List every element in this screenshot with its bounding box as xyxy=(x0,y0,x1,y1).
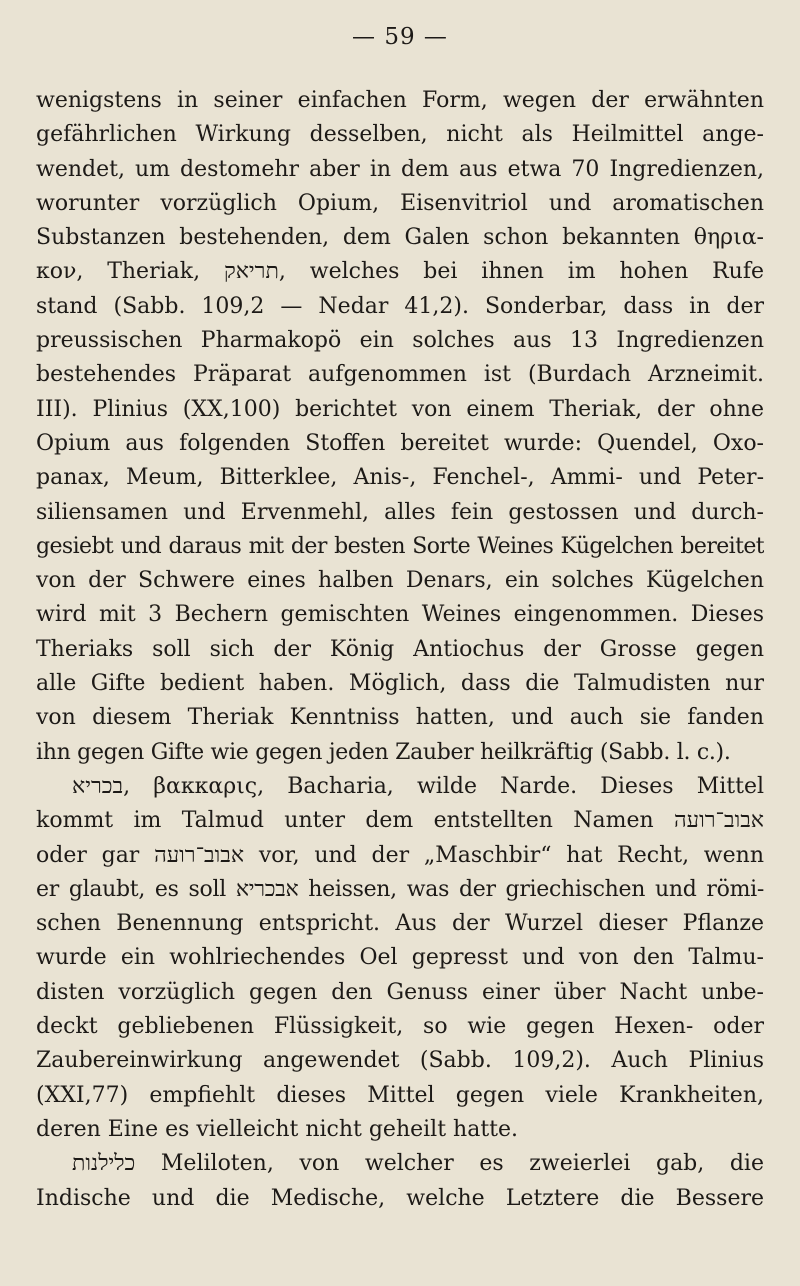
text-line: gesiebt und daraus mit der besten Sorte Weines Kügelchen bereitet xyxy=(36,533,764,559)
text-line: wendet, um destomehr aber in dem aus etwa 70 Ingredienzen, xyxy=(36,156,764,182)
text-line: von der Schwere eines halben Denars, ein solches Kügelchen xyxy=(36,568,764,594)
text-line: wurde ein wohlriechendes Oel gepresst und von den Talmu- xyxy=(36,945,764,971)
text-line: wird mit 3 Bechern gemischten Weines eingenommen. Dieses xyxy=(36,602,764,628)
text-line: כלילנות Meliloten, von welcher es zweierlei gab, die xyxy=(72,1151,764,1177)
text-line: Zaubereinwirkung angewendet (Sabb. 109,2). Auch Plinius xyxy=(36,1048,764,1074)
body-text xyxy=(36,84,764,1216)
text-line: deren Eine es vielleicht nicht geheilt hatte. xyxy=(36,1116,519,1142)
text-line: stand (Sabb. 109,2 — Nedar 41,2). Sonderbar, dass in der xyxy=(36,293,764,319)
text-line: Indische und die Medische, welche Letztere die Bessere xyxy=(36,1185,764,1211)
text-line: panax, Meum, Bitterklee, Anis-, Fenchel-, Ammi- und Peter- xyxy=(36,465,764,491)
text-line: worunter vorzüglich Opium, Eisenvitriol und aromatischen xyxy=(36,190,764,216)
text-line: Substanzen bestehenden, dem Galen schon bekannten θηρια- xyxy=(36,225,764,251)
text-line: gefährlichen Wirkung desselben, nicht als Heilmittel ange- xyxy=(36,122,764,148)
text-line: (XXI,77) empfiehlt dieses Mittel gegen viele Krankheiten, xyxy=(36,1082,764,1108)
text-line: oder gar אבוב־רועה vor, und der „Maschbir“ hat Recht, wenn xyxy=(36,842,764,868)
text-line: bestehendes Präparat aufgenommen ist (Burdach Arzneimit. xyxy=(36,362,764,388)
page-number: — 59 — xyxy=(352,24,448,50)
text-line: ihn gegen Gifte wie gegen jeden Zauber heilkräftig (Sabb. l. c.). xyxy=(36,739,731,765)
text-line: κον, Theriak, תריאק, welches bei ihnen im hohen Rufe xyxy=(36,259,764,285)
text-line: III). Plinius (XX,100) berichtet von einem Theriak, der ohne xyxy=(36,396,764,422)
text-line: disten vorzüglich gegen den Genuss einer über Nacht unbe- xyxy=(36,979,764,1005)
text-line: Opium aus folgenden Stoffen bereitet wurde: Quendel, Oxo- xyxy=(36,430,764,456)
text-line: schen Benennung entspricht. Aus der Wurzel dieser Pflanze xyxy=(36,911,764,937)
text-line: preussischen Pharmakopö ein solches aus 13 Ingredienzen xyxy=(36,328,764,354)
text-line: alle Gifte bedient haben. Möglich, dass die Talmudisten nur xyxy=(36,671,764,697)
text-line: siliensamen und Ervenmehl, alles fein gestossen und durch- xyxy=(36,499,764,525)
text-line: kommt im Talmud unter dem entstellten Namen אבוב־רועה xyxy=(36,808,764,834)
text-line: Theriaks soll sich der König Antiochus der Grosse gegen xyxy=(36,636,764,662)
text-line: er glaubt, es soll אבכריא heissen, was der griechischen und römi- xyxy=(36,876,764,902)
text-line: בכריא, βακκαρις, Bacharia, wilde Narde. Dieses Mittel xyxy=(72,773,764,799)
text-line: von diesem Theriak Kenntniss hatten, und auch sie fanden xyxy=(36,705,764,731)
text-line: deckt gebliebenen Flüssigkeit, so wie gegen Hexen- oder xyxy=(36,1014,764,1040)
text-line: wenigstens in seiner einfachen Form, wegen der erwähnten xyxy=(36,88,764,113)
